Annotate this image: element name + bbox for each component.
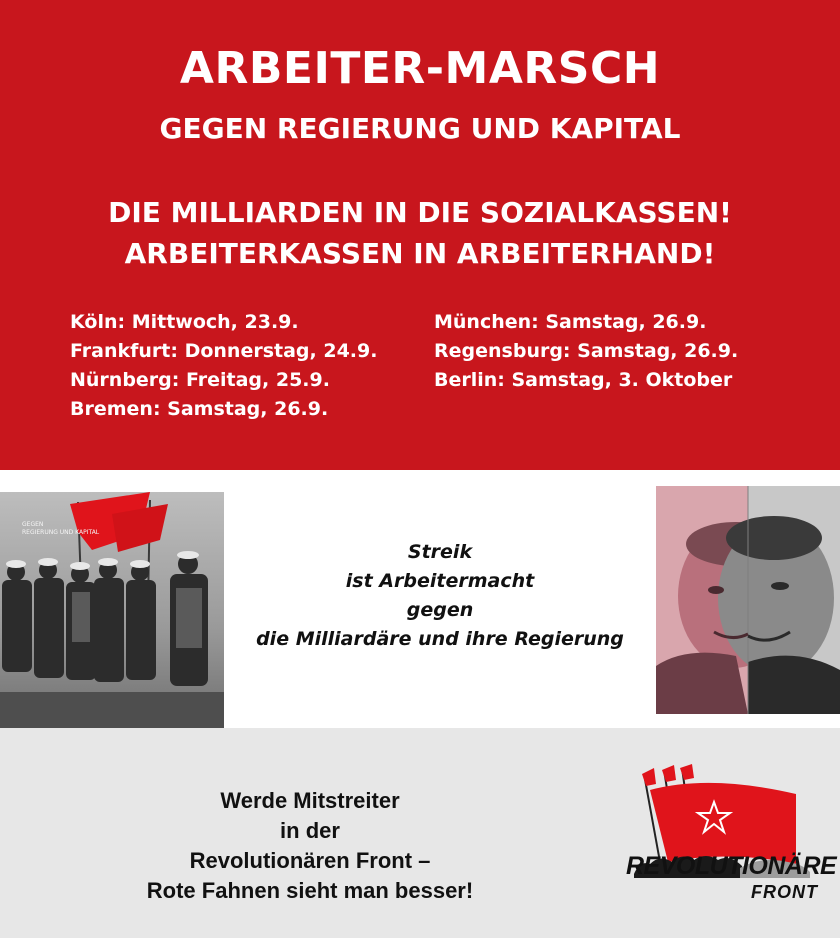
logo-subname: FRONT: [751, 882, 818, 902]
middle-panel: [0, 470, 840, 728]
strike-slogan-line: gegen: [406, 599, 474, 621]
poster-subtitle: GEGEN REGIERUNG UND KAPITAL: [159, 112, 681, 145]
workers-photo-caption: GEGEN REGIERUNG UND KAPITAL: [22, 521, 100, 536]
date-item: Bremen: Samstag, 26.9.: [70, 398, 329, 420]
join-line: Rote Fahnen sieht man besser!: [146, 878, 474, 903]
date-item: Berlin: Samstag, 3. Oktober: [434, 369, 733, 391]
date-item: Köln: Mittwoch, 23.9.: [70, 311, 299, 333]
demand-line-1: DIE MILLIARDEN IN DIE SOZIALKASSEN!: [108, 196, 732, 229]
date-item: München: Samstag, 26.9.: [434, 311, 707, 333]
join-line: Werde Mitstreiter: [220, 788, 400, 813]
poster-title: ARBEITER-MARSCH: [179, 43, 661, 94]
date-item: Frankfurt: Donnerstag, 24.9.: [70, 340, 378, 362]
date-item: Regensburg: Samstag, 26.9.: [434, 340, 739, 362]
demand-line-2: ARBEITERKASSEN IN ARBEITERHAND!: [124, 237, 716, 270]
dates-list-left: [70, 308, 377, 424]
footer-panel: [0, 728, 840, 938]
logo-name: REVOLUTIONÄRE: [626, 852, 837, 880]
strike-slogan-line: Streik: [407, 541, 473, 563]
strike-slogan-line: ist Arbeitermacht: [345, 570, 535, 592]
workers-photo-illustration: [0, 492, 224, 738]
politicians-photo-illustration: [656, 486, 840, 714]
join-call: [70, 786, 550, 906]
date-item: Nürnberg: Freitag, 25.9.: [70, 369, 330, 391]
dates-list-right: [434, 308, 738, 395]
join-line: Revolutionären Front –: [189, 848, 431, 873]
politicians-photo: [656, 486, 840, 714]
revolutionaere-front-logo: [620, 764, 837, 929]
join-line: in der: [280, 818, 340, 843]
strike-slogan: [234, 538, 646, 654]
workers-photo: [0, 492, 224, 738]
strike-slogan-line: die Milliardäre und ihre Regierung: [256, 628, 624, 650]
